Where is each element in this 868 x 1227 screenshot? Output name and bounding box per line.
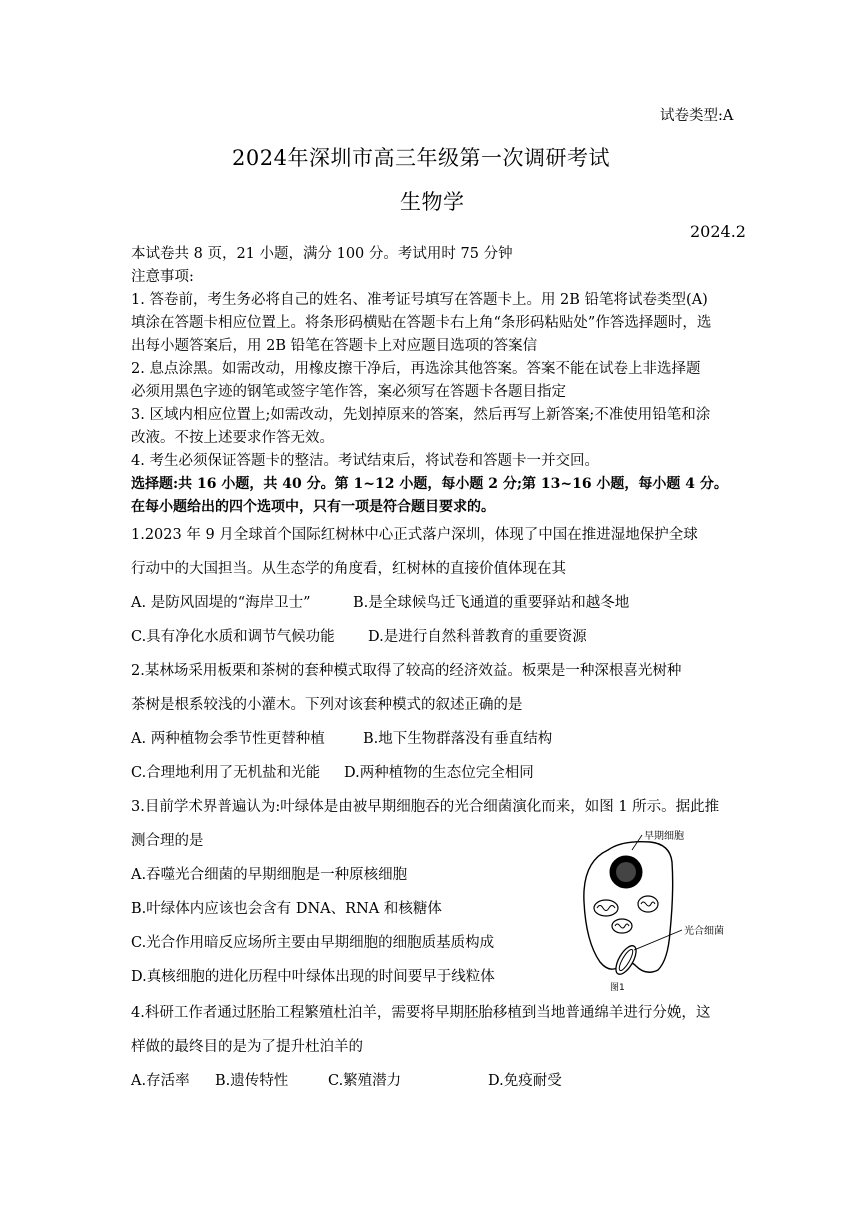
note-line: 必须用黑色字迹的钢笔或签字笔作答，案必须写在答题卡各题目指定 (131, 384, 566, 400)
q1-stem-line1: 1.2023 年 9 月全球首个国际红树林中心正式落户深圳，体现了中国在推进湿地保护全球 (131, 527, 698, 543)
note-line: 2. 息点涂黑。如需改动，用橡皮擦干净后，再选涂其他答案。答案不能在试卷上非选择题 (131, 361, 701, 377)
mitochondrion-right-icon (638, 896, 658, 912)
note-line: 出每小题答案后，用 2B 铅笔在答题卡上对应题目选项的答案信 (131, 338, 538, 354)
q3-option-b: B.叶绿体内应该也会含有 DNA、RNA 和核糖体 (131, 901, 442, 917)
q2-option-c: C.合理地利用了无机盐和光能 (131, 765, 321, 781)
q2-stem-line2: 茶树是根系较浅的小灌木。下列对该套种模式的叙述正确的是 (131, 697, 523, 713)
q3-stem-line2: 测合理的是 (131, 833, 204, 849)
exam-title: 2024年深圳市高三年级第一次调研考试 (232, 146, 610, 170)
cell-diagram (570, 822, 740, 994)
q3-option-d: D.真核细胞的进化历程中叶绿体出现的时间要早于线粒体 (131, 969, 495, 985)
note-line: 改液。不按上述要求作答无效。 (131, 430, 334, 446)
q3-stem-line1: 3.目前学术界普遍认为:叶绿体是由被早期细胞吞的光合细菌演化而来，如图 1 所示。据此推 (131, 799, 720, 815)
mitochondrion-center-icon (612, 919, 632, 933)
label-bacterium: 光合细菌 (684, 926, 724, 937)
notes-heading: 注意事项: (131, 269, 194, 285)
q1-option-c: C.具有净化水质和调节气候功能 (131, 629, 335, 645)
q4-option-b: B.遗传特性 (215, 1073, 289, 1089)
q4-stem-line2: 样做的最终目的是为了提升杜泊羊的 (131, 1039, 363, 1055)
nucleolus-icon (616, 862, 636, 882)
q3-option-c: C.光合作用暗反应场所主要由早期细胞的细胞质基质构成 (131, 935, 495, 951)
q4-stem-line1: 4.科研工作者通过胚胎工程繁殖杜泊羊，需要将早期胚胎移植到当地普通绵羊进行分娩，这 (131, 1005, 711, 1021)
q2-option-b: B.地下生物群落没有垂直结构 (363, 731, 553, 747)
figure-caption: 图1 (610, 983, 625, 993)
q4-option-d: D.免疫耐受 (488, 1073, 562, 1089)
q4-option-c: C.繁殖潜力 (328, 1073, 402, 1089)
q3-option-a: A.吞噬光合细菌的早期细胞是一种原核细胞 (131, 867, 408, 883)
q1-option-b: B.是全球候鸟迁飞通道的重要驿站和越冬地 (353, 595, 630, 611)
label-early-cell: 早期细胞 (644, 831, 684, 842)
note-line: 4. 考生必须保证答题卡的整洁。考试结束后，将试卷和答题卡一并交回。 (131, 453, 599, 469)
exam-date: 2024.2 (690, 222, 746, 241)
q1-stem-line2: 行动中的大国担当。从生态学的角度看，红树林的直接价值体现在其 (131, 561, 566, 577)
paper-summary: 本试卷共 8 页，21 小题，满分 100 分。考试用时 75 分钟 (131, 246, 513, 262)
note-line: 填涂在答题卡相应位置上。将条形码横贴在答题卡右上角“条形码粘贴处”作答选择题时，选 (131, 315, 712, 331)
subject-title: 生物学 (400, 190, 465, 214)
q2-stem-line1: 2.某林场采用板栗和茶树的套种模式取得了较高的经济效益。板栗是一种深根喜光树种 (131, 663, 682, 679)
note-line: 3. 区域内相应位置上;如需改动，先划掉原来的答案，然后再写上新答案;不准使用铅笔和涂 (131, 407, 711, 423)
q4-option-a: A.存活率 (131, 1073, 190, 1089)
paper-type-label: 试卷类型:A (660, 108, 734, 124)
q2-option-a: A. 两种植物会季节性更替种植 (131, 731, 325, 747)
q2-option-d: D.两种植物的生态位完全相同 (344, 765, 534, 781)
q1-option-d: D.是进行自然科普教育的重要资源 (368, 629, 587, 645)
section-heading: 选择题:共 16 小题，共 40 分。第 1~12 小题，每小题 2 分;第 13~16 小题，每小题 4 分。 (131, 476, 728, 492)
q1-option-a: A. 是防风固堤的“海岸卫士” (131, 595, 311, 611)
note-line: 1. 答卷前，考生务必将自己的姓名、准考证号填写在答题卡上。用 2B 铅笔将试卷类型(A) (131, 292, 708, 308)
mitochondrion-left-icon (594, 900, 618, 916)
section-instruction: 在每小题给出的四个选项中，只有一项是符合题目要求的。 (131, 499, 495, 515)
